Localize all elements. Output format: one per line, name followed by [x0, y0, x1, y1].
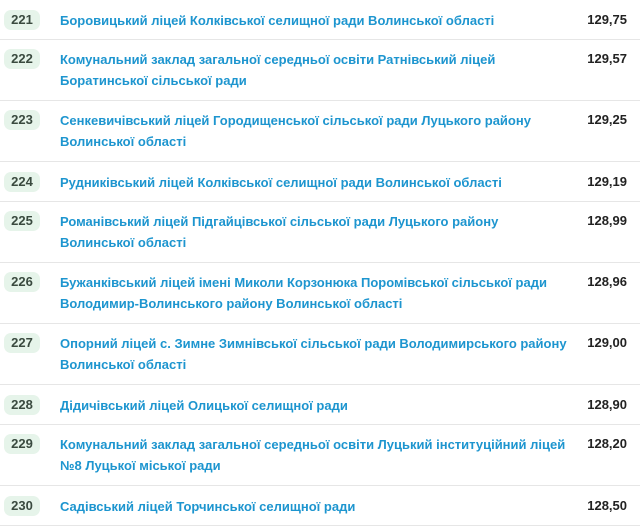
list-item: [0, 40, 640, 101]
rank-badge: 224: [4, 172, 40, 192]
rank-badge: 229: [4, 434, 40, 454]
score-value: 129,75: [587, 12, 627, 27]
score-value: 128,90: [587, 397, 627, 412]
rank-badge: 228: [4, 395, 40, 415]
school-link[interactable]: Боровицький ліцей Колківської селищної ради Волинської області: [60, 13, 495, 28]
list-item: [0, 0, 640, 40]
school-link[interactable]: Бужанківський ліцей імені Миколи Корзонюка Поромівської сільської ради Володимир-Волинського району Волинської області: [60, 275, 547, 311]
list-item: [0, 385, 640, 425]
school-link[interactable]: Опорний ліцей с. Зимне Зимнівської сільської ради Володимирського району Волинської області: [60, 336, 567, 372]
rank-badge: 226: [4, 272, 40, 292]
score-value: 129,57: [587, 51, 627, 66]
score-value: 128,20: [587, 436, 627, 451]
score-value: 129,19: [587, 174, 627, 189]
school-link[interactable]: Комунальний заклад загальної середньої освіти Ратнівський ліцей Боратинської сільської ради: [60, 52, 496, 88]
rank-badge: 225: [4, 211, 40, 231]
list-item: [0, 425, 640, 486]
school-link[interactable]: Романівський ліцей Підгайцівської сільської ради Луцького району Волинської області: [60, 214, 499, 250]
list-item: [0, 162, 640, 202]
list-item: [0, 202, 640, 263]
score-value: 128,50: [587, 498, 627, 513]
score-value: 129,00: [587, 335, 627, 350]
list-item: [0, 324, 640, 385]
score-value: 129,25: [587, 112, 627, 127]
rank-badge: 223: [4, 110, 40, 130]
rank-badge: 221: [4, 10, 40, 30]
school-link[interactable]: Сенкевичівський ліцей Городищенської сільської ради Луцького району Волинської області: [60, 113, 531, 149]
school-link[interactable]: Комунальний заклад загальної середньої освіти Луцький інституційний ліцей №8 Луцької міської ради: [60, 437, 566, 473]
rank-badge: 222: [4, 49, 40, 69]
list-item: [0, 101, 640, 162]
rank-badge: 227: [4, 333, 40, 353]
score-value: 128,96: [587, 274, 627, 289]
school-link[interactable]: Рудниківський ліцей Колківської селищної ради Волинської області: [60, 175, 502, 190]
school-link[interactable]: Садівський ліцей Торчинської селищної ради: [60, 499, 356, 514]
list-item: [0, 486, 640, 526]
school-link[interactable]: Дідичівський ліцей Олицької селищної ради: [60, 398, 348, 413]
list-item: [0, 263, 640, 324]
rank-badge: 230: [4, 496, 40, 516]
score-value: 128,99: [587, 213, 627, 228]
